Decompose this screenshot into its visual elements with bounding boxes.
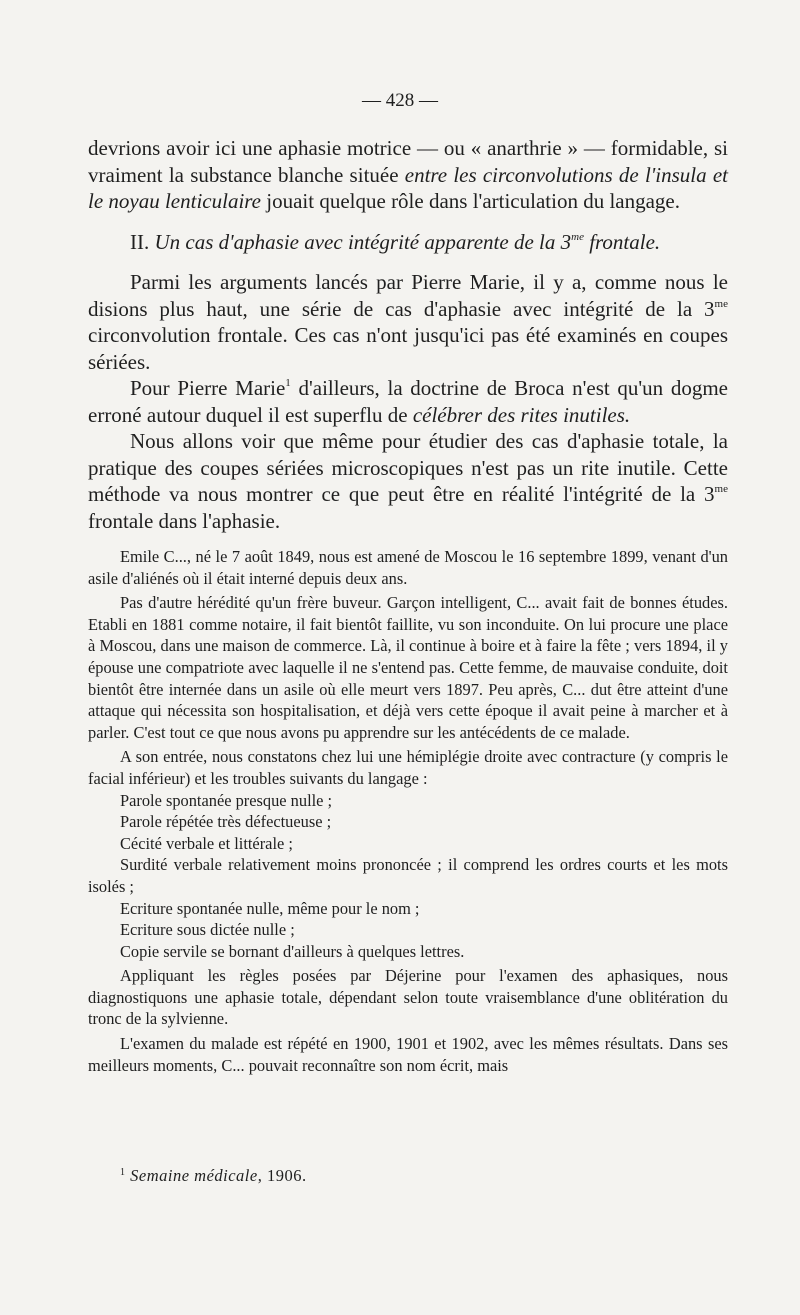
footnote-year: , 1906. bbox=[257, 1166, 307, 1185]
case-report bbox=[88, 546, 728, 1076]
case-diagnosis: Appliquant les règles posées par Déjerine pour l'examen des aphasiques, nous diagnostiquons une aphasie totale, dépendant selon toute vraisemblance d'une oblitération du tronc de la sylvienne. bbox=[88, 966, 728, 1029]
p2-text-2: d'ailleurs, la doctrine de Broca n'est qu'un dogme erroné autour duquel il est superflu de bbox=[88, 376, 728, 427]
section-title-sup: me bbox=[571, 230, 584, 243]
p1-text-1: Parmi les arguments lancés par Pierre Marie, il y a, comme nous le disions plus haut, une série de cas d'aphasie avec intégrité de la 3 bbox=[88, 270, 728, 321]
footnote-marker: 1 bbox=[120, 1167, 126, 1178]
intro-text-2: jouait quelque rôle dans l'articulation du langage. bbox=[261, 189, 681, 213]
intro-italic: entre les circonvolutions de l'insula et le noyau lenticulaire bbox=[88, 162, 728, 213]
symptom-item: Parole répétée très défectueuse ; bbox=[120, 812, 332, 832]
section-title: Un cas d'aphasie avec intégrité apparente de la 3 bbox=[154, 229, 572, 254]
p1-sup: me bbox=[714, 297, 728, 310]
p2-text-1: Pour Pierre Marie bbox=[130, 376, 286, 400]
section-heading bbox=[130, 229, 728, 256]
p3-text-1: Nous allons voir que même pour étudier des cas d'aphasie totale, la pratique des coupes sériées microscopiques n'est pas un rite inutile. Cette méthode va nous montrer ce que peut être en réalité l'intégrité de la 3 bbox=[88, 429, 728, 506]
paragraph-2 bbox=[88, 375, 728, 428]
footnote bbox=[120, 1166, 307, 1186]
symptom-item: Cécité verbale et littérale ; bbox=[120, 833, 293, 853]
intro-text-1: devrions avoir ici une aphasie motrice — ou « anarthrie » — formidable, si vraiment la substance blanche située bbox=[88, 136, 728, 187]
footnote-ref: 1 bbox=[285, 377, 291, 389]
main-text bbox=[88, 135, 728, 1076]
symptom-item: Ecriture spontanée nulle, même pour le nom ; bbox=[120, 898, 420, 918]
case-intro: Emile C..., né le 7 août 1849, nous est amené de Moscou le 16 septembre 1899, venant d'un asile d'aliénés où il était interné depuis deux ans. bbox=[88, 547, 728, 588]
page-number: — 428 — bbox=[362, 90, 438, 111]
case-admission: A son entrée, nous constatons chez lui une hémiplégie droite avec contracture (y compris le facial inférieur) et les troubles suivants du langage : bbox=[88, 747, 728, 788]
symptom-item: Copie servile se bornant d'ailleurs à quelques lettres. bbox=[120, 941, 465, 961]
section-title-end: frontale. bbox=[583, 229, 661, 254]
case-history: Pas d'autre hérédité qu'un frère buveur. Garçon intelligent, C... avait fait de bonnes études. Etabli en 1881 comme notaire, il fait bientôt faillite, vu son inconduite. On lui procure une place à Moscou, dans une maison de commerce. Là, il continue à boire et à faire la fête ; vers 1894, il y épouse une compatriote avec laquelle il ne s'entend pas. Cette femme, de mauvaise conduite, doit bientôt être internée dans un asile où elle meurt vers 1897. Peu après, C... dut être atteint d'une attaque qui nécessita son hospitalisation, et déjà vers cette époque il avait peine à marcher et à parler. C'est tout ce que nous avons pu apprendre sur les antécédents de ce malade. bbox=[88, 593, 728, 742]
intro-paragraph bbox=[88, 135, 728, 215]
paragraph-1 bbox=[88, 269, 728, 375]
section-number: II. bbox=[130, 229, 150, 254]
footnote-source: Semaine médicale bbox=[130, 1166, 258, 1185]
p3-text-2: frontale dans l'aphasie. bbox=[88, 508, 281, 533]
p1-text-2: circonvolution frontale. Ces cas n'ont jusqu'ici pas été examinés en coupes sériées. bbox=[88, 323, 728, 374]
p2-italic: célébrer des rites inutiles. bbox=[412, 402, 631, 427]
case-followup: L'examen du malade est répété en 1900, 1901 et 1902, avec les mêmes résultats. Dans ses meilleurs moments, C... pouvait reconnaître son nom écrit, mais bbox=[88, 1034, 728, 1075]
p3-sup: me bbox=[714, 483, 728, 495]
symptom-item: Parole spontanée presque nulle ; bbox=[120, 790, 333, 810]
symptom-item: Surdité verbale relativement moins prononcée ; il comprend les ordres courts et les mots isolés ; bbox=[88, 855, 728, 896]
symptom-item: Ecriture sous dictée nulle ; bbox=[120, 920, 295, 940]
paragraph-3 bbox=[88, 428, 728, 534]
